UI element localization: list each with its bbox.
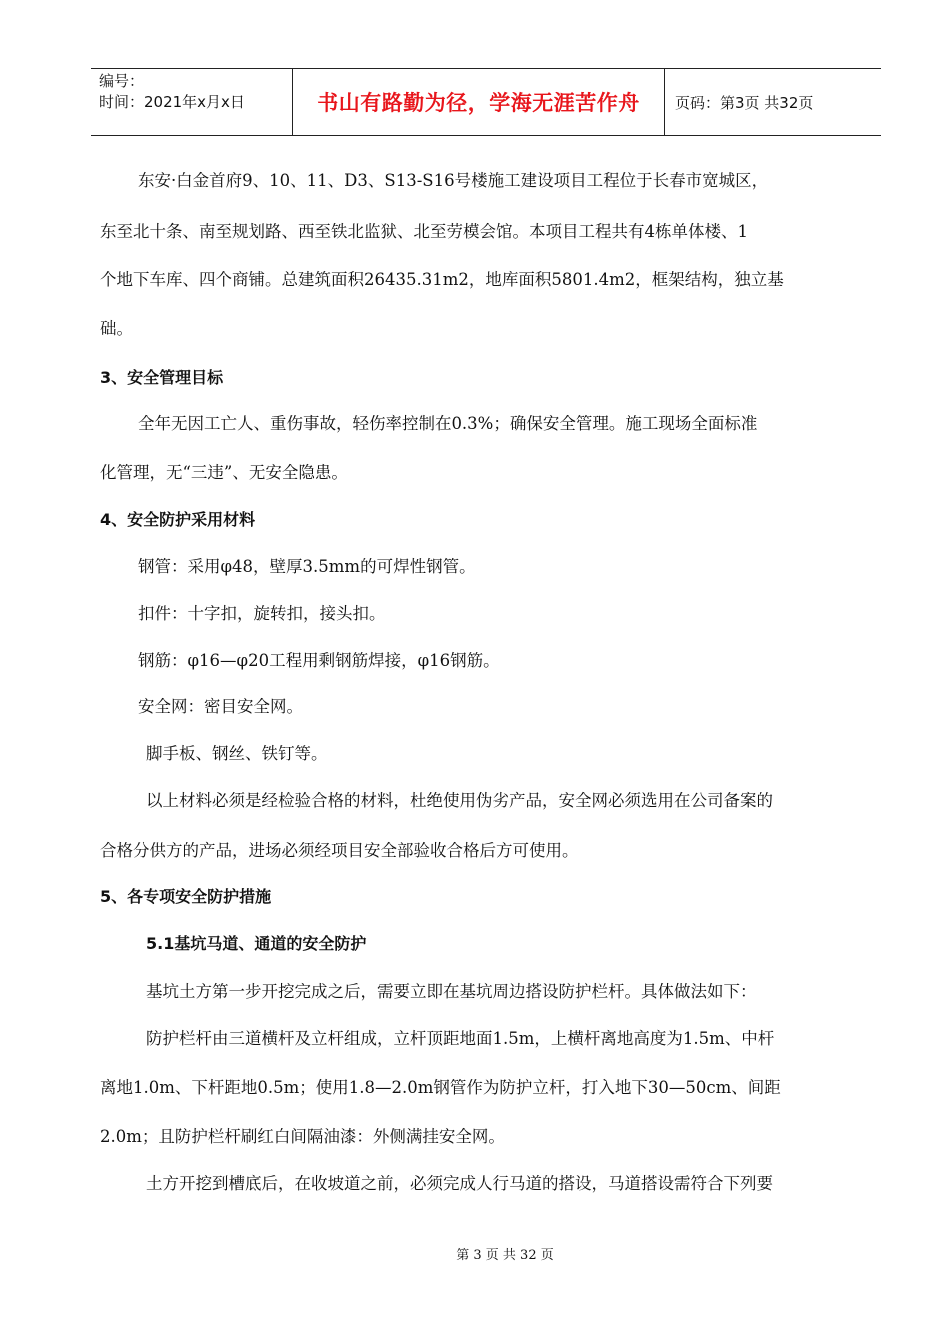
paragraph-line: 2.0m；且防护栏杆刷红白间隔油漆：外侧满挂安全网。 <box>100 1127 505 1146</box>
paragraph-line: 东安·白金首府9、10、11、D3、S13-S16号楼施工建设项目工程位于长春市宽城区， <box>137 171 769 190</box>
page-footer: 第 3 页 共 32 页 <box>456 1248 554 1263</box>
paragraph-line: 土方开挖到槽底后，在收坡道之前，必须完成人行马道的搭设，马道搭设需符合下列要 <box>146 1174 773 1193</box>
paragraph-line: 个地下车库、四个商铺。总建筑面积26435.31m2，地库面积5801.4m2，框架结构，独立基 <box>100 270 784 289</box>
paragraph-line: 全年无因工亡人、重伤事故，轻伤率控制在0.3%；确保安全管理。施工现场全面标准 <box>137 414 758 433</box>
paragraph-line: 础。 <box>100 319 133 338</box>
header-meta <box>91 69 293 135</box>
paragraph-line: 基坑土方第一步开挖完成之后，需要立即在基坑周边搭设防护栏杆。具体做法如下： <box>146 982 757 1001</box>
material-item: 扣件：十字扣，旋转扣，接头扣。 <box>138 604 386 623</box>
header-motto: 书山有路勤为径，学海无涯苦作舟 <box>293 69 665 135</box>
paragraph-line: 防护栏杆由三道横杆及立杆组成，立杆顶距地面1.5m，上横杆离地高度为1.5m、中杆 <box>146 1029 775 1048</box>
header-page-number: 页码：第3页 共32页 <box>675 93 814 112</box>
paragraph-line: 离地1.0m、下杆距地0.5m；使用1.8—2.0m钢管作为防护立杆，打入地下30—50cm、间距 <box>100 1078 781 1097</box>
section-heading-5: 5、各专项安全防护措施 <box>100 887 272 906</box>
paragraph-line: 以上材料必须是经检验合格的材料，杜绝使用伪劣产品，安全网必须选用在公司备案的 <box>146 791 773 810</box>
document-header <box>91 68 881 136</box>
material-item: 安全网：密目安全网。 <box>138 697 303 716</box>
document-number-label: 编号： <box>99 72 145 90</box>
material-item: 脚手板、钢丝、铁钉等。 <box>146 744 328 763</box>
paragraph-line: 东至北十条、南至规划路、西至铁北监狱、北至劳模会馆。本项目工程共有4栋单体楼、1 <box>100 222 748 241</box>
paragraph-line: 合格分供方的产品，进场必须经项目安全部验收合格后方可使用。 <box>100 841 579 860</box>
material-item: 钢管：采用φ48，壁厚3.5mm的可焊性钢管。 <box>138 557 476 576</box>
section-heading-3: 3、安全管理目标 <box>100 368 224 387</box>
subsection-heading-5-1: 5.1基坑马道、通道的安全防护 <box>146 934 367 953</box>
section-heading-4: 4、安全防护采用材料 <box>100 510 256 529</box>
document-time-label: 时间：2021年x月x日 <box>99 93 245 111</box>
material-item: 钢筋：φ16—φ20工程用剩钢筋焊接，φ16钢筋。 <box>138 651 500 670</box>
paragraph-line: 化管理，无“三违”、无安全隐患。 <box>100 463 348 482</box>
